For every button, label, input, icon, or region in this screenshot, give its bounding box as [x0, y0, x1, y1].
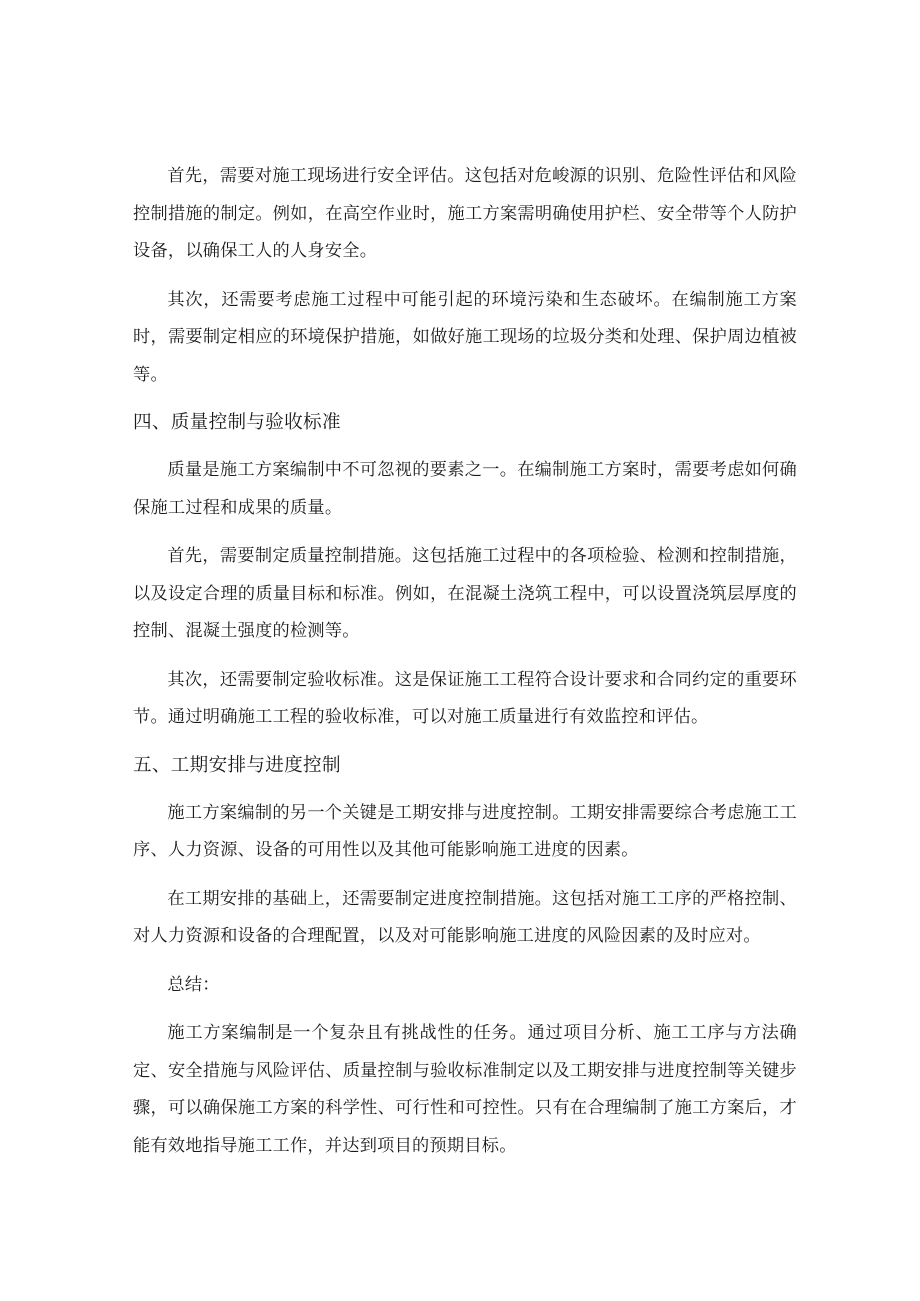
- paragraph-environmental-protection: 其次，还需要考虑施工过程中可能引起的环境污染和生态破坏。在编制施工方案时，需要制定相应的环境保护措施，如做好施工现场的垃圾分类和处理、保护周边植被等。: [133, 289, 797, 385]
- paragraph-schedule-intro: 施工方案编制的另一个关键是工期安排与进度控制。工期安排需要综合考虑施工工序、人力资源、设备的可用性以及其他可能影响施工进度的因素。: [133, 802, 797, 860]
- paragraph-summary-label: 总结：: [167, 974, 220, 995]
- section-heading-quality-control: 四、质量控制与验收标准: [133, 412, 341, 433]
- paragraph-quality-intro: 质量是施工方案编制中不可忽视的要素之一。在编制施工方案时，需要考虑如何确保施工过程和成果的质量。: [133, 460, 797, 518]
- paragraph-safety-assessment: 首先，需要对施工现场进行安全评估。这包括对危峻源的识别、危险性评估和风险控制措施的制定。例如，在高空作业时，施工方案需明确使用护栏、安全带等个人防护设备，以确保工人的人身安全。: [133, 166, 797, 261]
- paragraph-quality-measures: 首先，需要制定质量控制措施。这包括施工过程中的各项检验、检测和控制措施，以及设定合理的质量目标和标准。例如，在混凝土浇筑工程中，可以设置浇筑层厚度的控制、混凝土强度的检测等。: [133, 546, 797, 641]
- paragraph-summary: 施工方案编制是一个复杂且有挑战性的任务。通过项目分析、施工工序与方法确定、安全措施与风险评估、质量控制与验收标准制定以及工期安排与进度控制等关键步骤，可以确保施工方案的科学性、可行性和可控性。只有在合理编制了施工方案后，才能有效地指导施工工作，并达到项目的预期目标。: [133, 1023, 797, 1156]
- section-heading-schedule-control: 五、工期安排与进度控制: [133, 754, 341, 776]
- paragraph-progress-measures: 在工期安排的基础上，还需要制定进度控制措施。这包括对施工工序的严格控制、对人力资源和设备的合理配置，以及对可能影响施工进度的风险因素的及时应对。: [133, 888, 797, 946]
- paragraph-acceptance-standards: 其次，还需要制定验收标准。这是保证施工工程符合设计要求和合同约定的重要环节。通过明确施工工程的验收标准，可以对施工质量进行有效监控和评估。: [133, 669, 797, 727]
- document-body: [133, 158, 797, 1176]
